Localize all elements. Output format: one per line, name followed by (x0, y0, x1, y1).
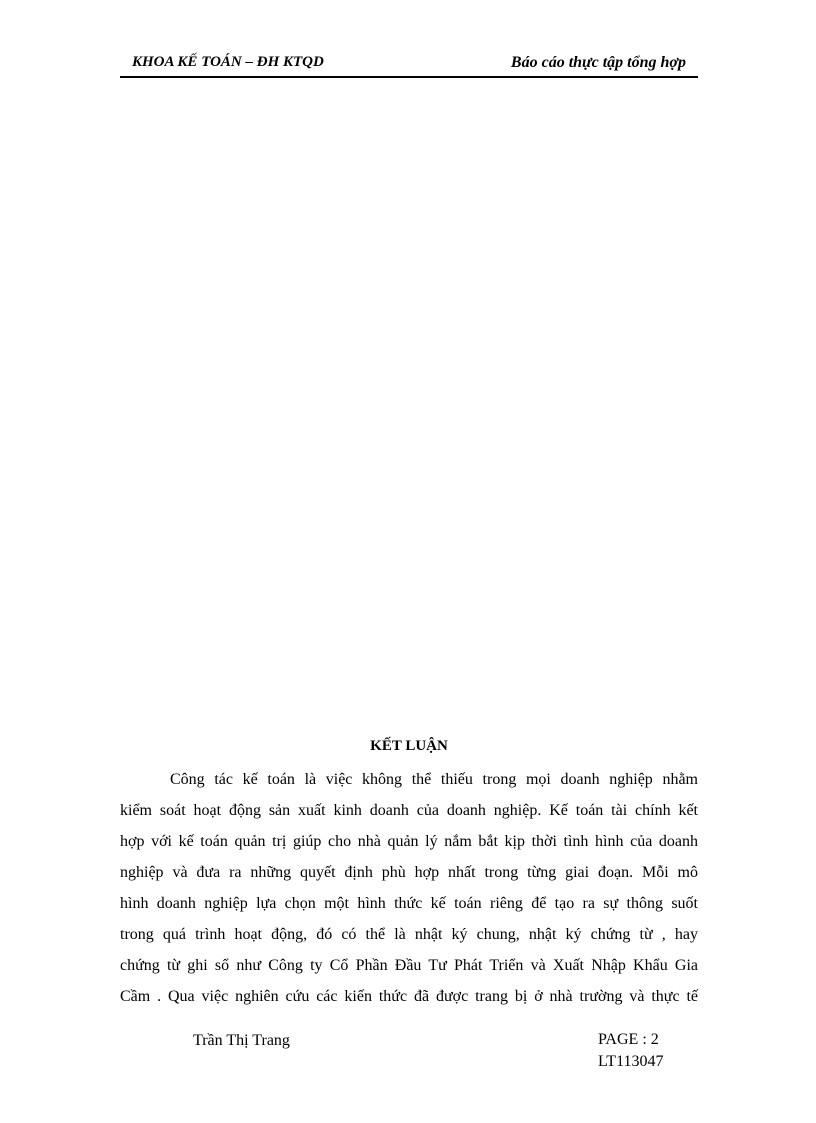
body-line: Cầm . Qua việc nghiên cứu các kiến thức đã được trang bị ở nhà trường và thực tế (120, 988, 698, 1005)
header-report-title: Báo cáo thực tập tổng hợp (510, 54, 686, 71)
body-line: chứng từ ghi sổ như Công ty Cổ Phần Đầu Tư Phát Triển và Xuất Nhập Khẩu Gia (120, 957, 698, 974)
header-faculty: KHOA KẾ TOÁN – ĐH KTQD (132, 54, 324, 70)
body-line: nghiệp và đưa ra những quyết định phù hợp nhất trong từng giai đoạn. Mỗi mô (120, 864, 698, 881)
body-line: Công tác kế toán là việc không thể thiếu trong mọi doanh nghiệp nhằm (170, 771, 698, 788)
body-line: hình doanh nghiệp lựa chọn một hình thức kế toán riêng để tạo ra sự thông suốt (120, 895, 698, 912)
section-title: KẾT LUẬN (370, 738, 448, 754)
body-line: kiểm soát hoạt động sản xuất kinh doanh của doanh nghiệp. Kế toán tài chính kết (120, 802, 698, 819)
section-body (120, 764, 698, 1012)
body-line: trong quá trình hoạt động, đó có thể là nhật ký chung, nhật ký chứng từ , hay (120, 926, 698, 943)
footer-page-number: PAGE : 2 (598, 1031, 659, 1048)
page-header (120, 50, 698, 78)
body-line: hợp với kế toán quản trị giúp cho nhà quản lý nắm bắt kịp thời tình hình của doanh (120, 833, 698, 850)
footer-author: Trần Thị Trang (193, 1032, 290, 1049)
footer-student-id: LT113047 (598, 1053, 664, 1070)
